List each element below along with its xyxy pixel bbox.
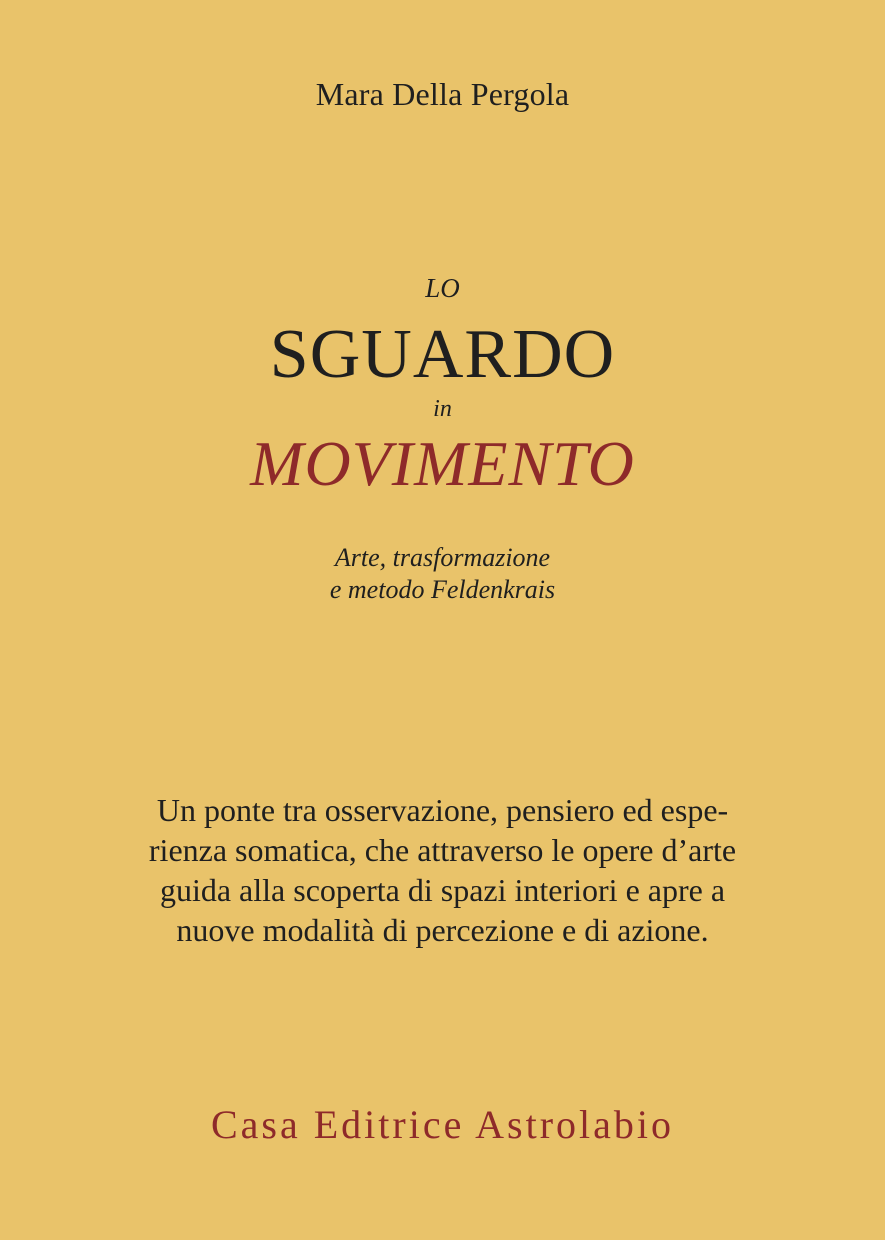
publisher-name: Casa Editrice Astrolabio bbox=[210, 1102, 674, 1147]
title-lo: LO bbox=[425, 273, 460, 303]
subtitle-line: Arte, trasformazione bbox=[334, 543, 551, 572]
blurb-line: guida alla scoperta di spazi interiori e apre a bbox=[159, 872, 726, 908]
author-name: Mara Della Pergola bbox=[315, 76, 570, 112]
title-sguardo: SGUARDO bbox=[269, 316, 616, 393]
blurb-line: rienza somatica, che attraverso le opere d’arte bbox=[148, 832, 737, 868]
subtitle bbox=[0, 542, 885, 606]
blurb bbox=[0, 790, 885, 950]
title-movimento: MOVIMENTO bbox=[250, 428, 635, 499]
blurb-line: nuove modalità di percezione e di azione. bbox=[176, 912, 709, 948]
blurb-line: Un ponte tra osservazione, pensiero ed espe- bbox=[156, 792, 729, 828]
title-in: in bbox=[433, 396, 452, 422]
subtitle-line: e metodo Feldenkrais bbox=[329, 575, 556, 604]
